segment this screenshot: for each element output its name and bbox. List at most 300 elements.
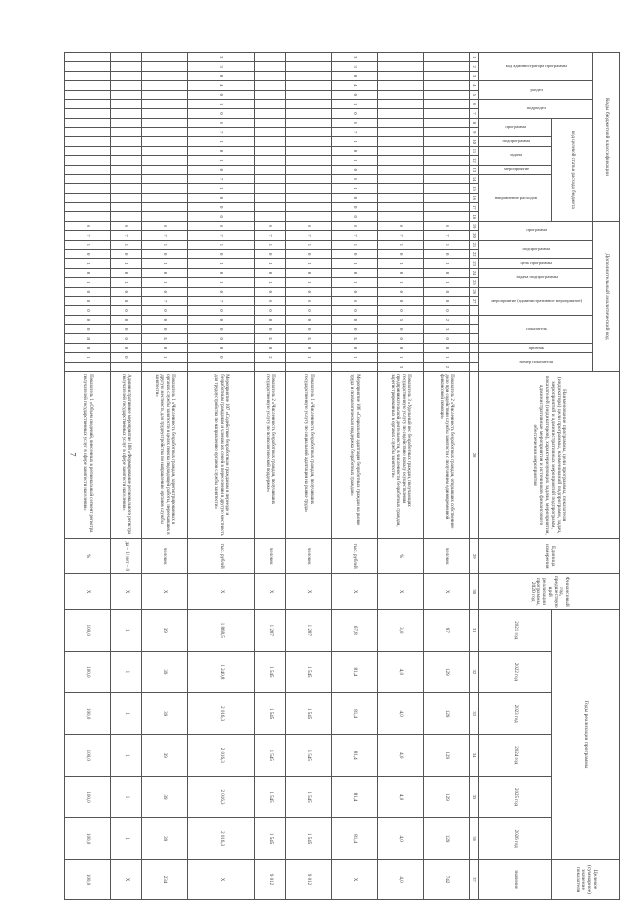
year-value: 100,0 [65, 693, 111, 735]
additional-code-digit: 0 [111, 325, 142, 334]
budget-code-digit: 1 [332, 99, 378, 108]
additional-code-digit: 0 [111, 334, 142, 343]
additional-code-digit: 0 [188, 315, 255, 324]
budget-code-digit: 6 [332, 174, 378, 183]
additional-code-digit: 7 [188, 231, 255, 240]
column-number: 10 [470, 137, 479, 146]
unit: тыс. рублей [332, 539, 378, 574]
fin-year-value: X [65, 574, 111, 609]
additional-code-digit: 0 [424, 334, 470, 343]
target-value: 742 [424, 860, 470, 900]
year-value: 39 [142, 693, 188, 735]
year-value: 100,0 [65, 734, 111, 776]
budget-code-digit [65, 193, 111, 202]
column-number: 23 [470, 259, 479, 268]
additional-code-digit: 0 [142, 315, 188, 324]
budget-code-digit [142, 165, 188, 174]
additional-code-digit: 7 [142, 231, 188, 240]
year-value: 2 016,3 [188, 818, 255, 860]
budget-code-digit [111, 156, 142, 165]
additional-code-digit: 0 [378, 250, 424, 259]
target-value: 9 012 [286, 860, 332, 900]
year-value: 129 [424, 651, 470, 693]
column-number: 27 [470, 296, 479, 305]
additional-code-digit: 0 [142, 306, 188, 315]
year-value: 39 [142, 776, 188, 818]
additional-code-digit: Б [142, 334, 188, 343]
year-value: 4,0 [378, 818, 424, 860]
column-number: 7 [470, 109, 479, 118]
budget-code-digit [65, 203, 111, 212]
year-value: 81,4 [332, 734, 378, 776]
additional-code-digit: 1 [286, 353, 332, 362]
budget-code-digit [65, 128, 111, 137]
year-value: 97 [424, 609, 470, 651]
budget-code-digit [255, 62, 286, 71]
subsection-header: подраздел [479, 99, 593, 118]
year-value: 2 016,3 [188, 734, 255, 776]
budget-code-digit: 6 [188, 118, 255, 127]
column-number: 3 [470, 71, 479, 80]
additional-code-digit: 7 [142, 296, 188, 305]
budget-code-digit: 0 [188, 165, 255, 174]
budget-code-digit: 0 [332, 203, 378, 212]
budget-code-digit [286, 165, 332, 174]
additional-code-digit: 1 [286, 259, 332, 268]
exp-task-header: задача [479, 146, 552, 165]
additional-code-digit: 2 [255, 353, 286, 362]
additional-code-digit: 0 [332, 315, 378, 324]
budget-code-digit [424, 193, 470, 202]
budget-code-digit [378, 62, 424, 71]
additional-code-digit: 6 [111, 221, 142, 230]
additional-code-digit: 0 [255, 250, 286, 259]
year-value: 1 240,8 [188, 651, 255, 693]
budget-code-digit [111, 193, 142, 202]
additional-code-digit: 0 [332, 268, 378, 277]
add-indicator-number-header: номер показателя [479, 353, 593, 372]
budget-code-digit [142, 81, 188, 90]
column-number: 34 [470, 734, 479, 776]
additional-codes-header: Дополнительный аналитический код [593, 221, 620, 371]
budget-code-digit [286, 90, 332, 99]
additional-code-digit: 1 [286, 240, 332, 249]
budget-code-digit: 3 [188, 62, 255, 71]
year-value: 1 [111, 734, 142, 776]
year-value: 4,0 [378, 776, 424, 818]
budget-code-digit [378, 203, 424, 212]
additional-code-digit: 6 [332, 296, 378, 305]
unit: человек [255, 539, 286, 574]
table-row [378, 53, 424, 900]
budget-code-digit [378, 212, 424, 222]
year-value: 81,4 [332, 818, 378, 860]
unit: человек [286, 539, 332, 574]
additional-code-digit: 1 [142, 278, 188, 287]
year-2022-header: 2022 год [479, 651, 552, 693]
year-2026-header: 2026 год [479, 818, 552, 860]
budget-code-digit [378, 71, 424, 80]
additional-code-digit: 1 [332, 240, 378, 249]
budget-code-digit [424, 71, 470, 80]
column-number: 18 [470, 212, 479, 222]
budget-code-digit [111, 118, 142, 127]
budget-code-digit [65, 71, 111, 80]
indicator-name: Показатель 2 «Численность безработных граждан, получивших государственную услугу по психологической поддержке» [255, 372, 286, 539]
budget-code-digit: 1 [332, 156, 378, 165]
indicator-name: Показатель 1 «Численность безработных граждан, зарегистрированных в органах службы занятости в целях поиска подходящей работы, переехавших в другую местность для трудоустройства по направлению органов службы занятости» [142, 372, 188, 539]
budget-code-digit [111, 137, 142, 146]
additional-code-digit: 7 [65, 231, 111, 240]
additional-code-digit [332, 362, 378, 372]
year-value: 1 [111, 776, 142, 818]
budget-code-digit [255, 53, 286, 62]
budget-code-digit [142, 174, 188, 183]
additional-code-digit: 0 [286, 343, 332, 352]
document-page [84, 52, 620, 900]
budget-code-digit [111, 128, 142, 137]
unit: человек [142, 539, 188, 574]
year-value: 1 545 [255, 818, 286, 860]
additional-code-digit: 1 [188, 240, 255, 249]
budget-code-digit: 7 [188, 128, 255, 137]
additional-code-digit: 0 [142, 268, 188, 277]
budget-code-digit [424, 109, 470, 118]
additional-code-digit: 1 [111, 278, 142, 287]
year-value: 2 016,3 [188, 776, 255, 818]
additional-code-digit: 6 [188, 221, 255, 230]
budget-code-digit: 3 [332, 62, 378, 71]
budget-code-digit [111, 90, 142, 99]
additional-code-digit: 0 [188, 306, 255, 315]
budget-code-digit [142, 109, 188, 118]
budget-code-digit [286, 146, 332, 155]
column-number [470, 306, 479, 315]
additional-code-digit: 6 [378, 221, 424, 230]
additional-code-digit: 0 [65, 343, 111, 352]
budget-code-digit: 1 [332, 184, 378, 193]
budget-code-digit [111, 146, 142, 155]
budget-code-digit [142, 53, 188, 62]
budget-code-digit [255, 137, 286, 146]
year-2023-header: 2023 год [479, 693, 552, 735]
expense-group-header: код целевой статьи расхода бюджета [552, 118, 593, 221]
column-number: 8 [470, 118, 479, 127]
year-value: 1 868,5 [188, 609, 255, 651]
additional-code-digit: 0 [111, 353, 142, 362]
budget-code-digit [142, 203, 188, 212]
budget-code-digit [142, 146, 188, 155]
budget-code-digit: 7 [332, 128, 378, 137]
column-number [470, 325, 479, 334]
budget-code-digit [255, 128, 286, 137]
budget-code-digit [378, 146, 424, 155]
budget-code-digit: 0 [332, 71, 378, 80]
additional-code-digit: 8 [65, 296, 111, 305]
column-number: 11 [470, 146, 479, 155]
additional-code-digit: 1 [332, 353, 378, 362]
year-value: 4,0 [378, 693, 424, 735]
additional-code-digit: 0 [188, 268, 255, 277]
budget-code-digit [255, 81, 286, 90]
page-number: 7 [68, 452, 78, 457]
budget-code-digit: 0 [188, 146, 255, 155]
budget-code-digit [111, 71, 142, 80]
additional-code-digit: 7 [111, 231, 142, 240]
budget-code-digit [378, 90, 424, 99]
target-value-header: значение [479, 860, 552, 900]
column-number: 20 [470, 231, 479, 240]
additional-code-digit: 7 [255, 231, 286, 240]
additional-code-digit: 0 [65, 315, 111, 324]
column-number: 16 [470, 193, 479, 202]
additional-code-digit: 0 [424, 250, 470, 259]
budget-code-digit: 0 [332, 193, 378, 202]
column-number: 12 [470, 156, 479, 165]
budget-code-digit [378, 128, 424, 137]
table-row [332, 53, 378, 900]
budget-code-digit [142, 99, 188, 108]
additional-code-digit: 1 [142, 240, 188, 249]
additional-code-digit: 1 [188, 278, 255, 287]
budget-code-digit: 7 [188, 174, 255, 183]
unit-header: Единица измерения [479, 539, 620, 574]
year-value: 1 545 [286, 818, 332, 860]
additional-code-digit: 0 [188, 353, 255, 362]
year-value: 4,0 [378, 734, 424, 776]
budget-code-digit [286, 71, 332, 80]
budget-code-digit [378, 109, 424, 118]
budget-code-digit [424, 174, 470, 183]
additional-code-digit: 0 [255, 343, 286, 352]
indicator-name: Показатель 3 «Удельный вес безработных граждан, получающих государственную услугу по содействию началу осуществления предпринимательской деятельности, в численности безработных граждан, зарегистрированных в органах службы занятости» [378, 372, 424, 539]
additional-code-digit: 0 [111, 343, 142, 352]
additional-code-digit: 0 [65, 325, 111, 334]
additional-code-digit: 0 [142, 287, 188, 296]
budget-code-digit [111, 203, 142, 212]
budget-code-digit [142, 90, 188, 99]
budget-code-digit [424, 137, 470, 146]
additional-code-digit: 0 [332, 325, 378, 334]
additional-code-digit: 6 [424, 221, 470, 230]
additional-code-digit: 0 [188, 334, 255, 343]
additional-code-digit: 0 [286, 306, 332, 315]
year-value: 67,8 [332, 609, 378, 651]
target-value: 4,0 [378, 860, 424, 900]
column-number: 4 [470, 81, 479, 90]
year-value: 4,0 [378, 651, 424, 693]
additional-code-digit: 0 [378, 306, 424, 315]
additional-code-digit: 0 [378, 334, 424, 343]
budget-code-digit [286, 128, 332, 137]
additional-code-digit: 1 [378, 278, 424, 287]
additional-code-digit: 7 [424, 231, 470, 240]
target-value: X [332, 860, 378, 900]
additional-code-digit: 0 [65, 306, 111, 315]
year-value: 1 287 [286, 609, 332, 651]
year-value: 1 545 [286, 734, 332, 776]
budget-code-digit [142, 137, 188, 146]
budget-code-digit: 0 [332, 90, 378, 99]
year-value: 81,4 [332, 651, 378, 693]
budget-code-digit [378, 174, 424, 183]
budget-code-digit [424, 118, 470, 127]
budget-code-digit [142, 156, 188, 165]
budget-code-digit [65, 53, 111, 62]
column-number: 30 [470, 574, 479, 609]
additional-code-digit: 0 [255, 287, 286, 296]
additional-code-digit: 1 [188, 259, 255, 268]
fin-year-header: Финансовый год, предшествующий реализации программы, 2020 год [479, 574, 620, 609]
year-value: 100,0 [65, 776, 111, 818]
additional-code-digit: 0 [255, 315, 286, 324]
add-program-header: программа [479, 221, 593, 240]
column-number: 14 [470, 174, 479, 183]
additional-code-digit: 0 [111, 250, 142, 259]
column-number: 36 [470, 818, 479, 860]
additional-code-digit [65, 362, 111, 372]
budget-code-digit [286, 212, 332, 222]
additional-code-digit: 1 [65, 278, 111, 287]
years-group-header: Годы реализации программы [552, 609, 620, 859]
additional-code-digit: 6 [65, 221, 111, 230]
unit: да – 1/ нет – 0 [111, 539, 142, 574]
budget-code-digit: 4 [188, 81, 255, 90]
year-value: 39 [142, 734, 188, 776]
year-value: 2 016,3 [188, 693, 255, 735]
additional-code-digit: 0 [286, 325, 332, 334]
additional-code-digit: Б [286, 334, 332, 343]
budget-code-digit [65, 212, 111, 222]
additional-code-digit: 0 [65, 268, 111, 277]
column-number: 37 [470, 860, 479, 900]
additional-code-digit: 7 [378, 231, 424, 240]
budget-code-digit [424, 184, 470, 193]
additional-code-digit: 1 [255, 240, 286, 249]
additional-code-digit: 1 [65, 353, 111, 362]
rotated-table-container [84, 52, 620, 900]
additional-code-digit [142, 362, 188, 372]
budget-code-digit [286, 109, 332, 118]
budget-code-digit: 3 [188, 53, 255, 62]
budget-code-digit [424, 99, 470, 108]
additional-code-digit: 6 [286, 221, 332, 230]
budget-code-digit [286, 99, 332, 108]
additional-code-digit: 1 [378, 353, 424, 362]
year-value: 1 [111, 693, 142, 735]
budget-code-digit [286, 53, 332, 62]
column-number [470, 334, 479, 343]
budget-code-digit [142, 71, 188, 80]
budget-code-digit [111, 99, 142, 108]
fin-year-value: X [286, 574, 332, 609]
additional-code-digit: 1 [378, 240, 424, 249]
additional-code-digit [111, 362, 142, 372]
budget-code-digit [424, 81, 470, 90]
additional-code-digit: 0 [111, 268, 142, 277]
additional-code-digit: 6 [332, 221, 378, 230]
additional-code-digit: 0 [142, 343, 188, 352]
column-numbers-row [470, 53, 479, 900]
budget-code-digit: 0 [332, 212, 378, 222]
budget-code-digit [424, 53, 470, 62]
column-number [470, 343, 479, 352]
year-value: 1 545 [286, 776, 332, 818]
indicator-name-header: Наименование программы, цели программы, показателя (индикатора) цели программы, наименований подпрограмм, задач, мероприятий и административных мероприятий подпрограмм, показателей (индикаторов), характеризующих задачи, мероприятия, административные мероприятия и источников финансового обеспечения мероприятия [479, 372, 620, 539]
budget-code-digit: 0 [188, 212, 255, 222]
fin-year-value: X [424, 574, 470, 609]
additional-code-digit: 0 [424, 287, 470, 296]
column-number [470, 353, 479, 362]
additional-code-digit: 0 [378, 296, 424, 305]
year-value: 1 545 [255, 776, 286, 818]
indicator-name: Мероприятие 106 «Социальная адаптация безработных граждан на рынке труда и психологическая поддержка безработных граждан» [332, 372, 378, 539]
budget-code-digit [255, 71, 286, 80]
additional-code-digit: 0 [378, 325, 424, 334]
additional-code-digit [286, 362, 332, 372]
additional-code-digit [255, 362, 286, 372]
budget-code-digit [65, 137, 111, 146]
budget-code-digit: 1 [188, 99, 255, 108]
additional-code-digit: 0 [188, 287, 255, 296]
budget-code-digit [424, 128, 470, 137]
budget-code-digit [424, 90, 470, 99]
year-2025-header: 2025 год [479, 776, 552, 818]
budget-code-digit [65, 118, 111, 127]
year-value: 100,0 [65, 818, 111, 860]
column-number: 24 [470, 268, 479, 277]
unit: тыс. рублей [188, 539, 255, 574]
column-number: 31 [470, 609, 479, 651]
additional-code-digit: 7 [188, 296, 255, 305]
fin-year-value: X [111, 574, 142, 609]
column-number: 6 [470, 99, 479, 108]
budget-code-digit [378, 53, 424, 62]
additional-code-digit: 2 [424, 315, 470, 324]
column-number: 15 [470, 184, 479, 193]
additional-code-digit: 0 [111, 287, 142, 296]
year-value: 1 545 [286, 693, 332, 735]
budget-code-digit: 1 [188, 184, 255, 193]
budget-code-digit [378, 156, 424, 165]
budget-code-digit [65, 99, 111, 108]
indicator-name: Мероприятие 107 «Содействие безработным гражданам в переезде и безработным гражданам и членам их семей в переселении в другую местность для трудоустройства по направлению органов службы занятости» [188, 372, 255, 539]
budget-code-digit [255, 184, 286, 193]
budget-code-digit [111, 184, 142, 193]
budget-code-digit [111, 109, 142, 118]
additional-code-digit: 0 [286, 250, 332, 259]
table-row [255, 53, 286, 900]
additional-code-digit: 0 [424, 343, 470, 352]
year-value: 100,0 [65, 609, 111, 651]
budget-code-digit: 0 [188, 90, 255, 99]
year-value: 1 545 [255, 734, 286, 776]
year-value: 129 [424, 818, 470, 860]
column-number: 35 [470, 776, 479, 818]
budget-code-digit [65, 146, 111, 155]
budget-code-digit [424, 146, 470, 155]
budget-code-digit: 0 [332, 165, 378, 174]
budget-code-digit [424, 165, 470, 174]
additional-code-digit: 0 [332, 287, 378, 296]
additional-code-digit: 0 [188, 250, 255, 259]
additional-code-digit: Б [332, 334, 378, 343]
additional-code-digit: 1 [424, 353, 470, 362]
budget-code-digit [65, 156, 111, 165]
budget-code-digit [424, 62, 470, 71]
budget-code-digit [65, 62, 111, 71]
add-sign-header: признак [479, 343, 593, 352]
